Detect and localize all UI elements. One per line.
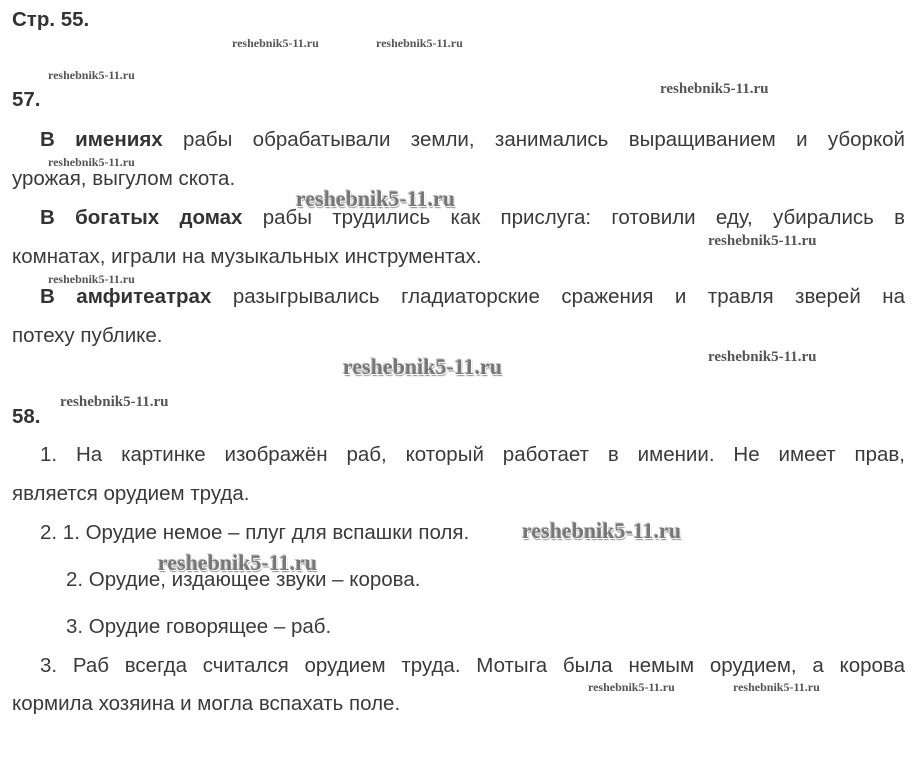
task-57-p1-bold: В имениях	[40, 128, 163, 151]
task-57-p3-bold: В амфитеатрах	[40, 285, 212, 308]
task-58-item3-line1: 3. Раб всегда считался орудием труда. Мотыга была немым орудием, а корова	[40, 654, 905, 677]
watermark: reshebnik5-11.ru	[708, 349, 817, 365]
watermark: reshebnik5-11.ru	[376, 36, 463, 50]
watermark: reshebnik5-11.ru	[660, 81, 769, 97]
watermark: reshebnik5-11.ru	[60, 394, 169, 410]
page-label: Стр. 55.	[12, 8, 90, 31]
watermark: reshebnik5-11.ru	[708, 233, 817, 249]
task-57-p2-text: рабы трудились как прислуга: готовили еду, убирались в	[242, 206, 905, 229]
watermark: reshebnik5-11.ru	[588, 680, 675, 694]
task-57-p1-text: рабы обрабатывали земли, занимались выращиванием и уборкой	[162, 128, 906, 151]
watermark: reshebnik5-11.ru	[232, 36, 319, 50]
task-58-item1-line1: 1. На картинке изображён раб, который работает в имении. Не имеет прав,	[40, 443, 905, 466]
task-57-p2-line2: комнатах, играли на музыкальных инструментах.	[12, 245, 482, 268]
watermark: reshebnik5-11.ru	[343, 354, 503, 379]
watermark: reshebnik5-11.ru	[733, 680, 820, 694]
task-58-item2-sub3: 3. Орудие говорящее – раб.	[66, 615, 332, 638]
task-58-item2-sub2: 2. Орудие, издающее звуки – корова.	[66, 568, 421, 591]
watermark: reshebnik5-11.ru	[48, 155, 135, 169]
task-58-number: 58.	[12, 405, 41, 428]
task-57-p3-line2: потеху публике.	[12, 324, 163, 347]
task-57-p1-line2: урожая, выгулом скота.	[12, 167, 236, 190]
task-57-p3-line1	[40, 285, 905, 309]
watermark: reshebnik5-11.ru	[296, 186, 456, 211]
task-57-p2-bold: В богатых домах	[40, 206, 243, 229]
watermark: reshebnik5-11.ru	[522, 518, 682, 543]
watermark: reshebnik5-11.ru	[48, 68, 135, 82]
watermark: reshebnik5-11.ru	[48, 272, 135, 286]
task-57-p3-text: разыгрывались гладиаторские сражения и травля зверей на	[211, 285, 905, 308]
task-57-number: 57.	[12, 88, 41, 111]
task-58-item1-line2: является орудием труда.	[12, 482, 250, 505]
task-57-p2-line1	[40, 206, 905, 230]
task-57-p1-line1	[40, 128, 905, 152]
task-58-item3-line2: кормила хозяина и могла вспахать поле.	[12, 692, 401, 715]
watermark: reshebnik5-11.ru	[158, 550, 318, 575]
task-58-item2-sub1: 2. 1. Орудие немое – плуг для вспашки поля.	[40, 521, 470, 544]
